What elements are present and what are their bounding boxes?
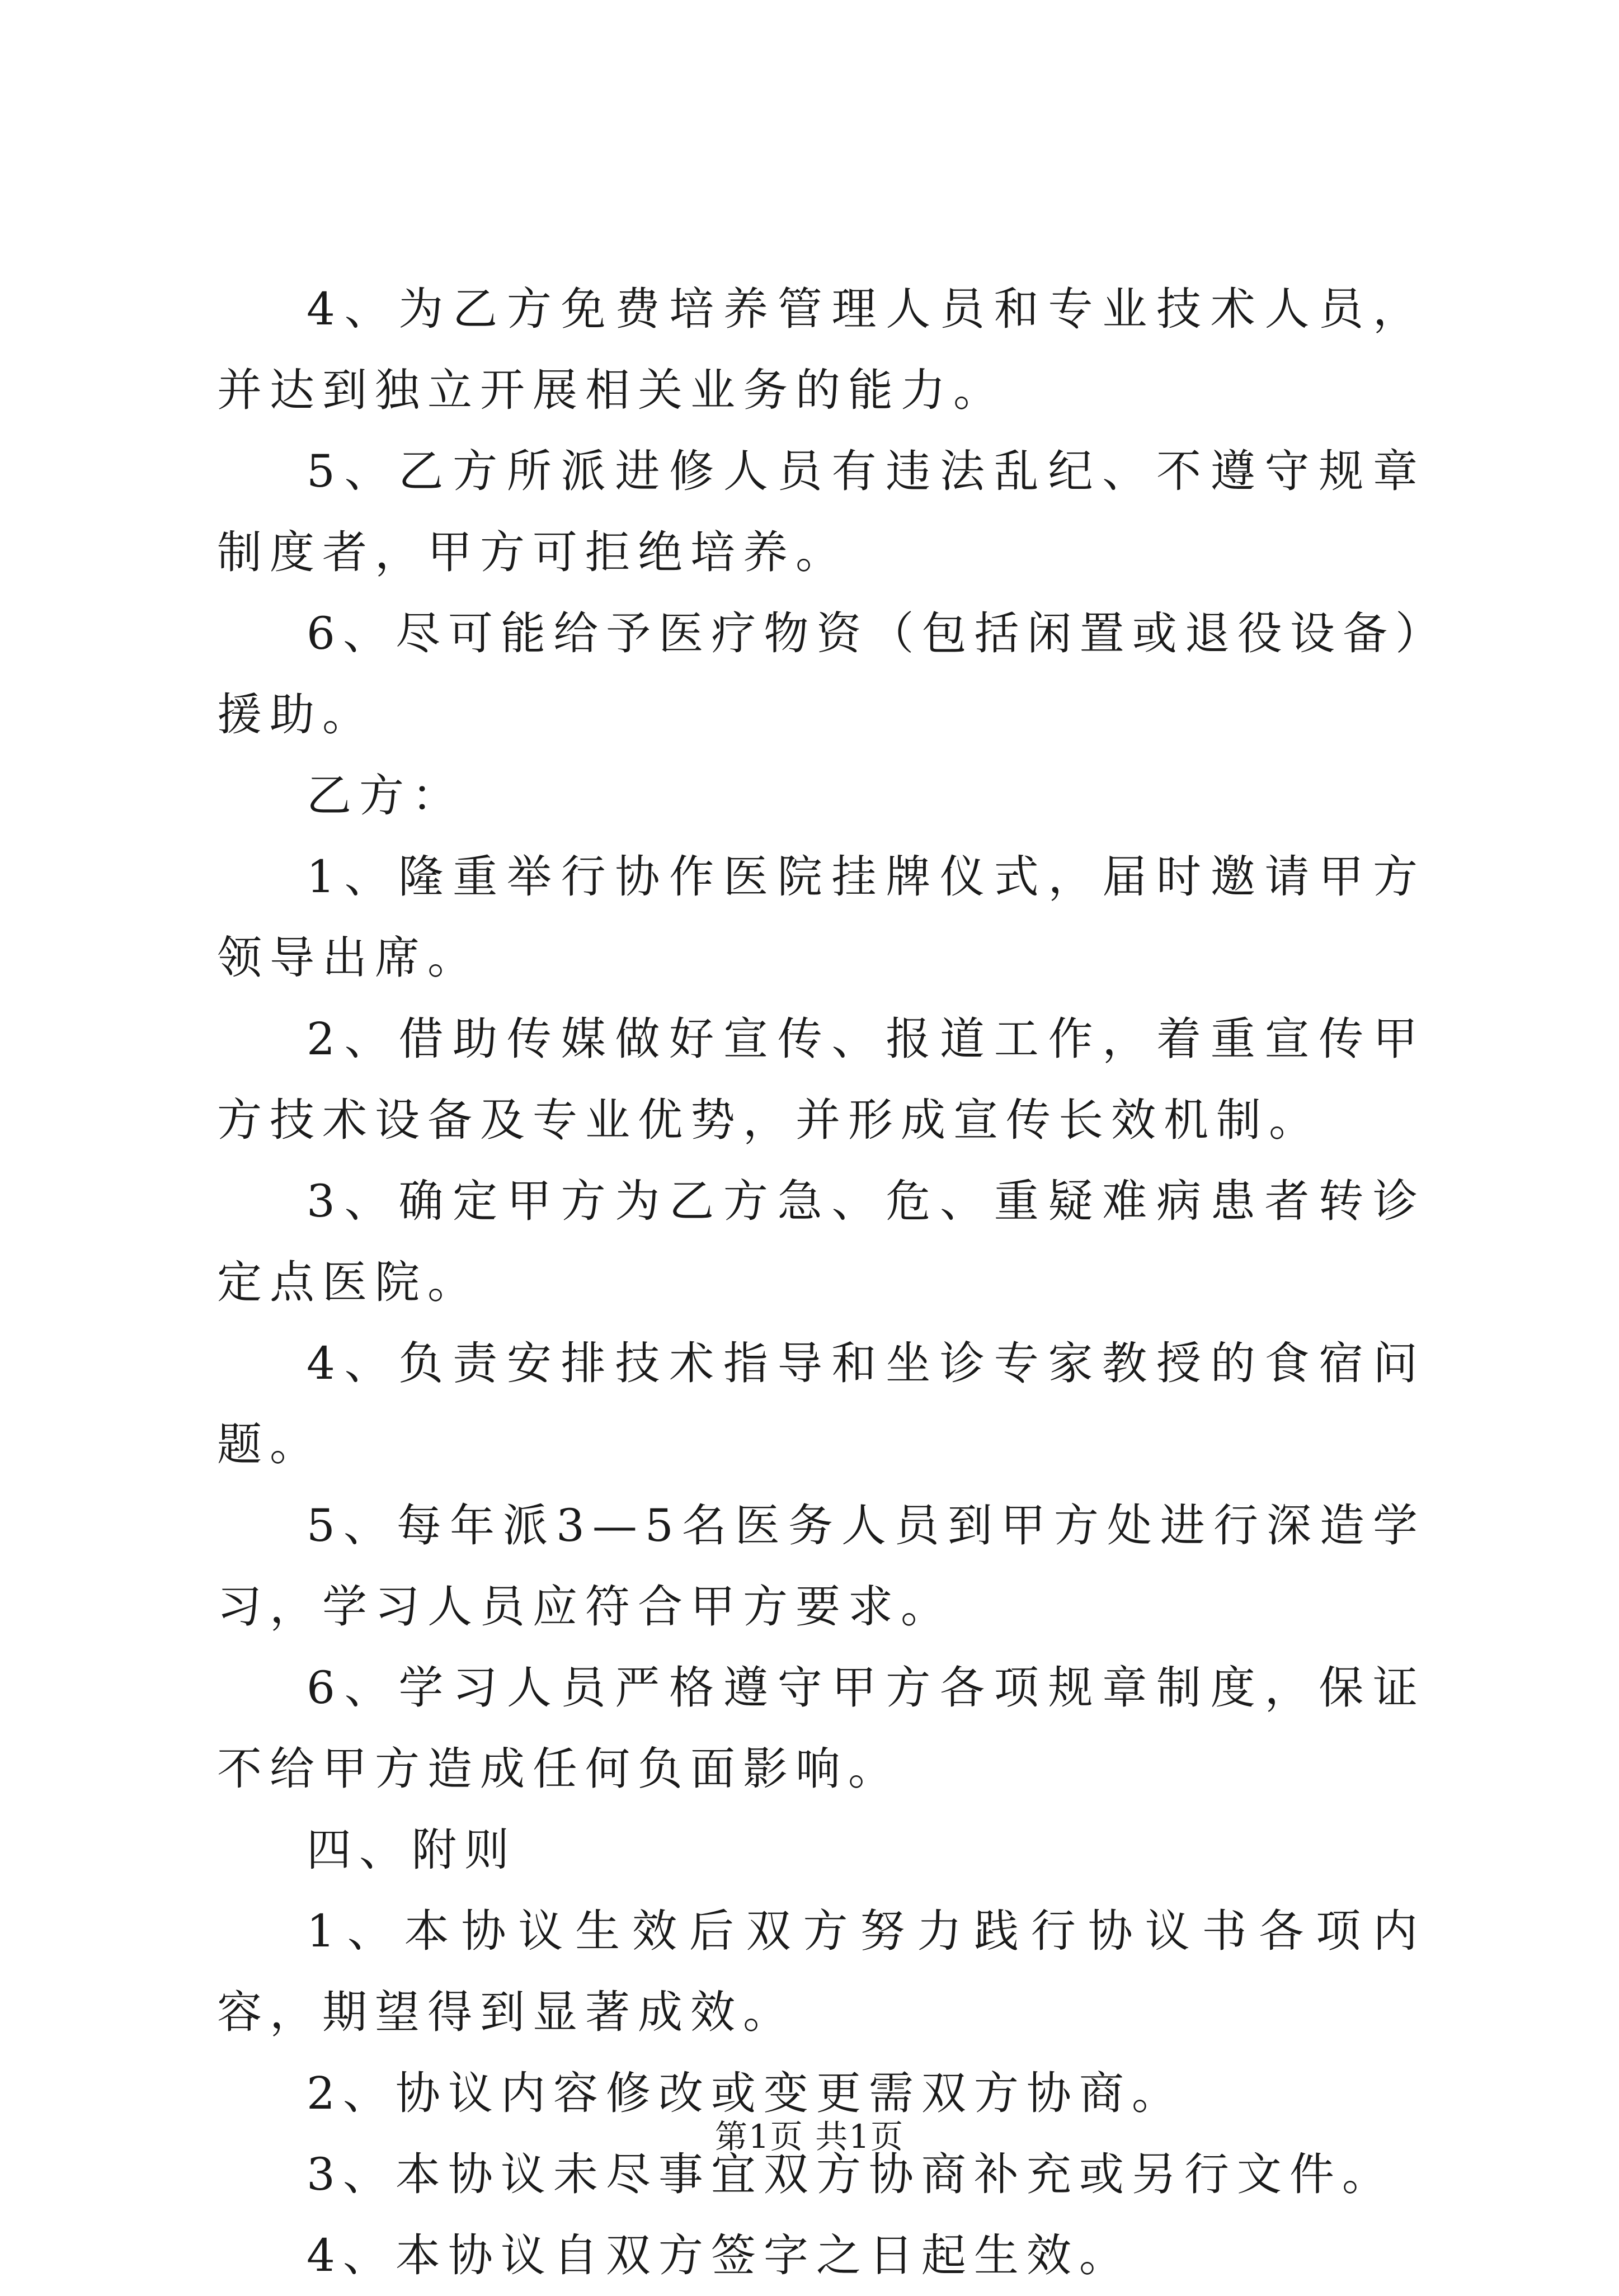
paragraph-rules-item-4: 4、本协议自双方签字之日起生效。 — [307, 2229, 1132, 2281]
paragraph-b-item-5: 5、每年派3—5名医务人员到甲方处进行深造学习，学习人员应符合甲方要求。 — [217, 1500, 1425, 1633]
paragraph-b-item-1: 1、隆重举行协作医院挂牌仪式，届时邀请甲方领导出席。 — [217, 851, 1425, 984]
party-b-heading: 乙方： — [307, 770, 464, 822]
paragraph-a-item-4: 4、为乙方免费培养管理人员和专业技术人员，并达到独立开展相关业务的能力。 — [217, 283, 1425, 416]
paragraph-b-item-3: 3、确定甲方为乙方急、危、重疑难病患者转诊定点医院。 — [217, 1175, 1425, 1308]
paragraph-b-item-2: 2、借助传媒做好宣传、报道工作，着重宣传甲方技术设备及专业优势，并形成宣传长效机制。 — [217, 1013, 1425, 1146]
section-four-heading: 四、附则 — [307, 1824, 517, 1876]
paragraph-a-item-5: 5、乙方所派进修人员有违法乱纪、不遵守规章制度者，甲方可拒绝培养。 — [217, 445, 1425, 578]
paragraph-rules-item-2: 2、协议内容修改或变更需双方协商。 — [307, 2067, 1184, 2119]
paragraph-b-item-6: 6、学习人员严格遵守甲方各项规章制度，保证不给甲方造成任何负面影响。 — [217, 1662, 1425, 1795]
paragraph-rules-item-1: 1、本协议生效后双方努力践行协议书各项内容，期望得到显著成效。 — [217, 1905, 1425, 2038]
paragraph-rules-item-3: 3、本协议未尽事宜双方协商补充或另行文件。 — [307, 2148, 1395, 2200]
document-body — [217, 268, 1425, 2296]
page-footer: 第1页 共1页 — [714, 2118, 905, 2156]
paragraph-a-item-6: 6、尽可能给予医疗物资（包括闲置或退役设备）援助。 — [217, 607, 1425, 741]
paragraph-b-item-4: 4、负责安排技术指导和坐诊专家教授的食宿问题。 — [217, 1337, 1425, 1470]
